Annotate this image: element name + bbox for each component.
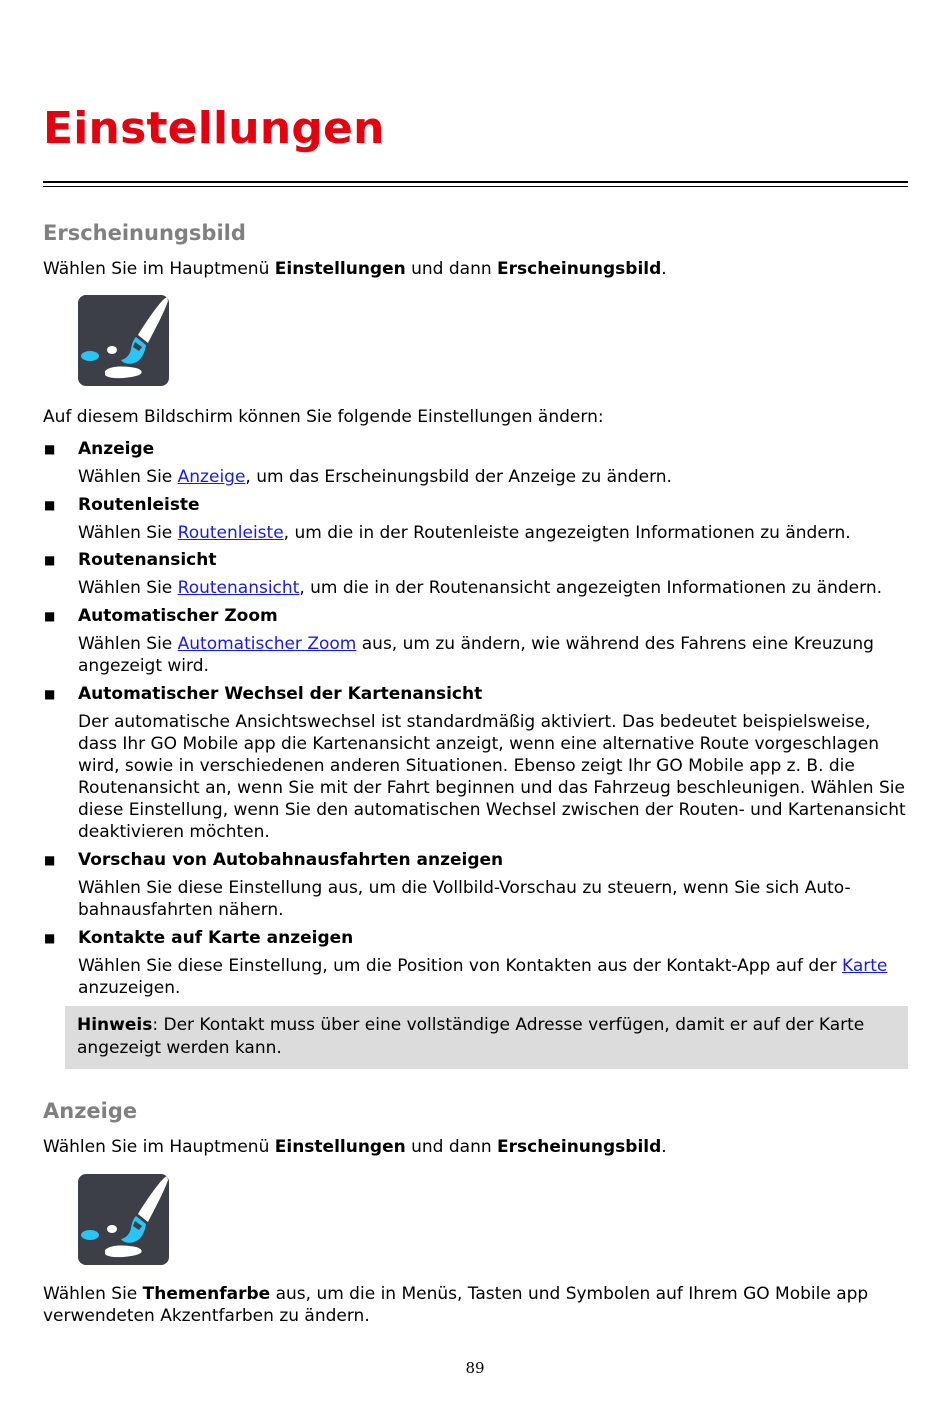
list-item-routenleiste	[43, 494, 851, 544]
section1-lead: Auf diesem Bildschirm können Sie folgende Einstellungen ändern:	[43, 407, 604, 427]
intro-bold-einstellungen: Einstellungen	[274, 1137, 406, 1157]
link-automatischer-zoom[interactable]: Automatischer Zoom	[177, 634, 357, 654]
list-item-anzeige	[43, 438, 672, 488]
item-text-post: , um das Erscheinungsbild der Anzeige zu ändern.	[245, 467, 672, 487]
list-item-autobahnausfahrten	[43, 849, 878, 921]
item-title: Automatischer Zoom	[78, 606, 278, 626]
item-text-pre: Wählen Sie diese Einstellung, um die Position von Kontakten aus der Kontakt-App auf der	[78, 956, 842, 976]
item-text-pre: Wählen Sie	[78, 634, 178, 654]
item-text	[78, 577, 882, 599]
section1-intro	[43, 258, 908, 280]
list-item-kartenansicht-wechsel	[43, 683, 908, 843]
intro-text: Wählen Sie im Hauptmenü	[43, 259, 275, 279]
item-text-post: , um die in der Routenansicht angezeigten Informationen zu ändern.	[299, 578, 882, 598]
item-text-post: anzuzeigen.	[78, 978, 181, 998]
item-title: Routenleiste	[78, 495, 200, 515]
paintbrush-appearance-icon	[78, 295, 169, 386]
item-text-pre: Wählen Sie	[78, 523, 178, 543]
bullet: ■	[44, 442, 56, 456]
intro-text: .	[661, 259, 667, 279]
item-text	[78, 633, 908, 677]
title-rule-thick	[43, 181, 908, 183]
note-text: : Der Kontakt muss über eine vollständige Adresse verfügen, damit er auf der Karte angezeigt werden kann.	[77, 1015, 865, 1058]
section-heading-anzeige: Anzeige	[43, 1099, 138, 1123]
section2-paragraph	[43, 1283, 883, 1327]
note-label: Hinweis	[77, 1015, 153, 1035]
item-text-post: aus, um zu ändern, wie während des Fahrens eine Kreuzung angezeigt wird.	[78, 634, 874, 676]
page-title: Einstellungen	[43, 103, 385, 154]
link-anzeige[interactable]: Anzeige	[177, 467, 246, 487]
title-rule-thin	[43, 186, 908, 187]
item-title: Anzeige	[78, 439, 155, 459]
paragraph-text: aus, um die in Menüs, Tasten und Symbolen auf Ihrem GO Mobile app verwendeten Akzentfarben zu ändern.	[43, 1284, 869, 1326]
bullet: ■	[44, 498, 56, 512]
item-text-pre: Wählen Sie	[78, 578, 178, 598]
paragraph-bold-themenfarbe: Themenfarbe	[142, 1284, 271, 1304]
intro-text: .	[661, 1137, 667, 1157]
paragraph-text: Wählen Sie	[43, 1284, 143, 1304]
note-box	[65, 1006, 908, 1069]
list-item-automatischer-zoom	[43, 605, 908, 677]
item-text: Der automatische Ansichtswechsel ist standardmäßig aktiviert. Das bedeutet beispielsweise, dass Ihr GO Mobile app die Kartenansicht anzeigt, wenn eine alternative Route vorgeschlagen wird, sowie in verschiedenen anderen Situationen. Ebenso zeigt Ihr GO Mobile app z. B. die Routenansicht an, wenn Sie mit der Fahrt beginnen und das Fahrzeug beschleunigen. Wählen Sie diese Einstellung, wenn Sie den automatischen Wechsel zwischen der Routen- und Kartenansicht deaktivieren möchten.	[78, 712, 906, 842]
intro-text: Wählen Sie im Hauptmenü	[43, 1137, 275, 1157]
page-number: 89	[465, 1359, 485, 1377]
bullet: ■	[44, 609, 56, 623]
item-title: Vorschau von Autobahnausfahrten anzeigen	[78, 850, 504, 870]
item-text	[78, 466, 672, 488]
bullet: ■	[44, 687, 56, 701]
paintbrush-appearance-icon	[78, 1174, 169, 1265]
link-routenansicht[interactable]: Routenansicht	[177, 578, 300, 598]
bullet: ■	[44, 853, 56, 867]
intro-bold-erscheinungsbild: Erscheinungsbild	[497, 1137, 662, 1157]
item-text-pre: Wählen Sie	[78, 467, 178, 487]
link-karte[interactable]: Karte	[841, 956, 888, 976]
item-text-post: , um die in der Routenleiste angezeigten Informationen zu ändern.	[283, 523, 851, 543]
item-text	[78, 955, 908, 999]
paintbrush-icon	[78, 295, 169, 386]
list-item-routenansicht	[43, 549, 882, 599]
intro-text: und dann	[405, 1137, 498, 1157]
bullet: ■	[44, 553, 56, 567]
paintbrush-icon	[78, 1174, 169, 1265]
item-text	[78, 522, 851, 544]
item-title: Automatischer Wechsel der Kartenansicht	[78, 684, 483, 704]
item-title: Kontakte auf Karte anzeigen	[78, 928, 354, 948]
intro-bold-einstellungen: Einstellungen	[274, 259, 406, 279]
list-item-kontakte-karte	[43, 927, 908, 999]
section-heading-erscheinungsbild: Erscheinungsbild	[43, 221, 246, 245]
bullet: ■	[44, 931, 56, 945]
link-routenleiste[interactable]: Routenleiste	[177, 523, 284, 543]
item-title: Routenansicht	[78, 550, 217, 570]
section2-intro	[43, 1136, 908, 1158]
item-text: Wählen Sie diese Einstellung aus, um die Vollbild-Vorschau zu steuern, wenn Sie sich Auto-bahnausfahrten nähern.	[78, 878, 851, 920]
intro-text: und dann	[405, 259, 498, 279]
intro-bold-erscheinungsbild: Erscheinungsbild	[497, 259, 662, 279]
